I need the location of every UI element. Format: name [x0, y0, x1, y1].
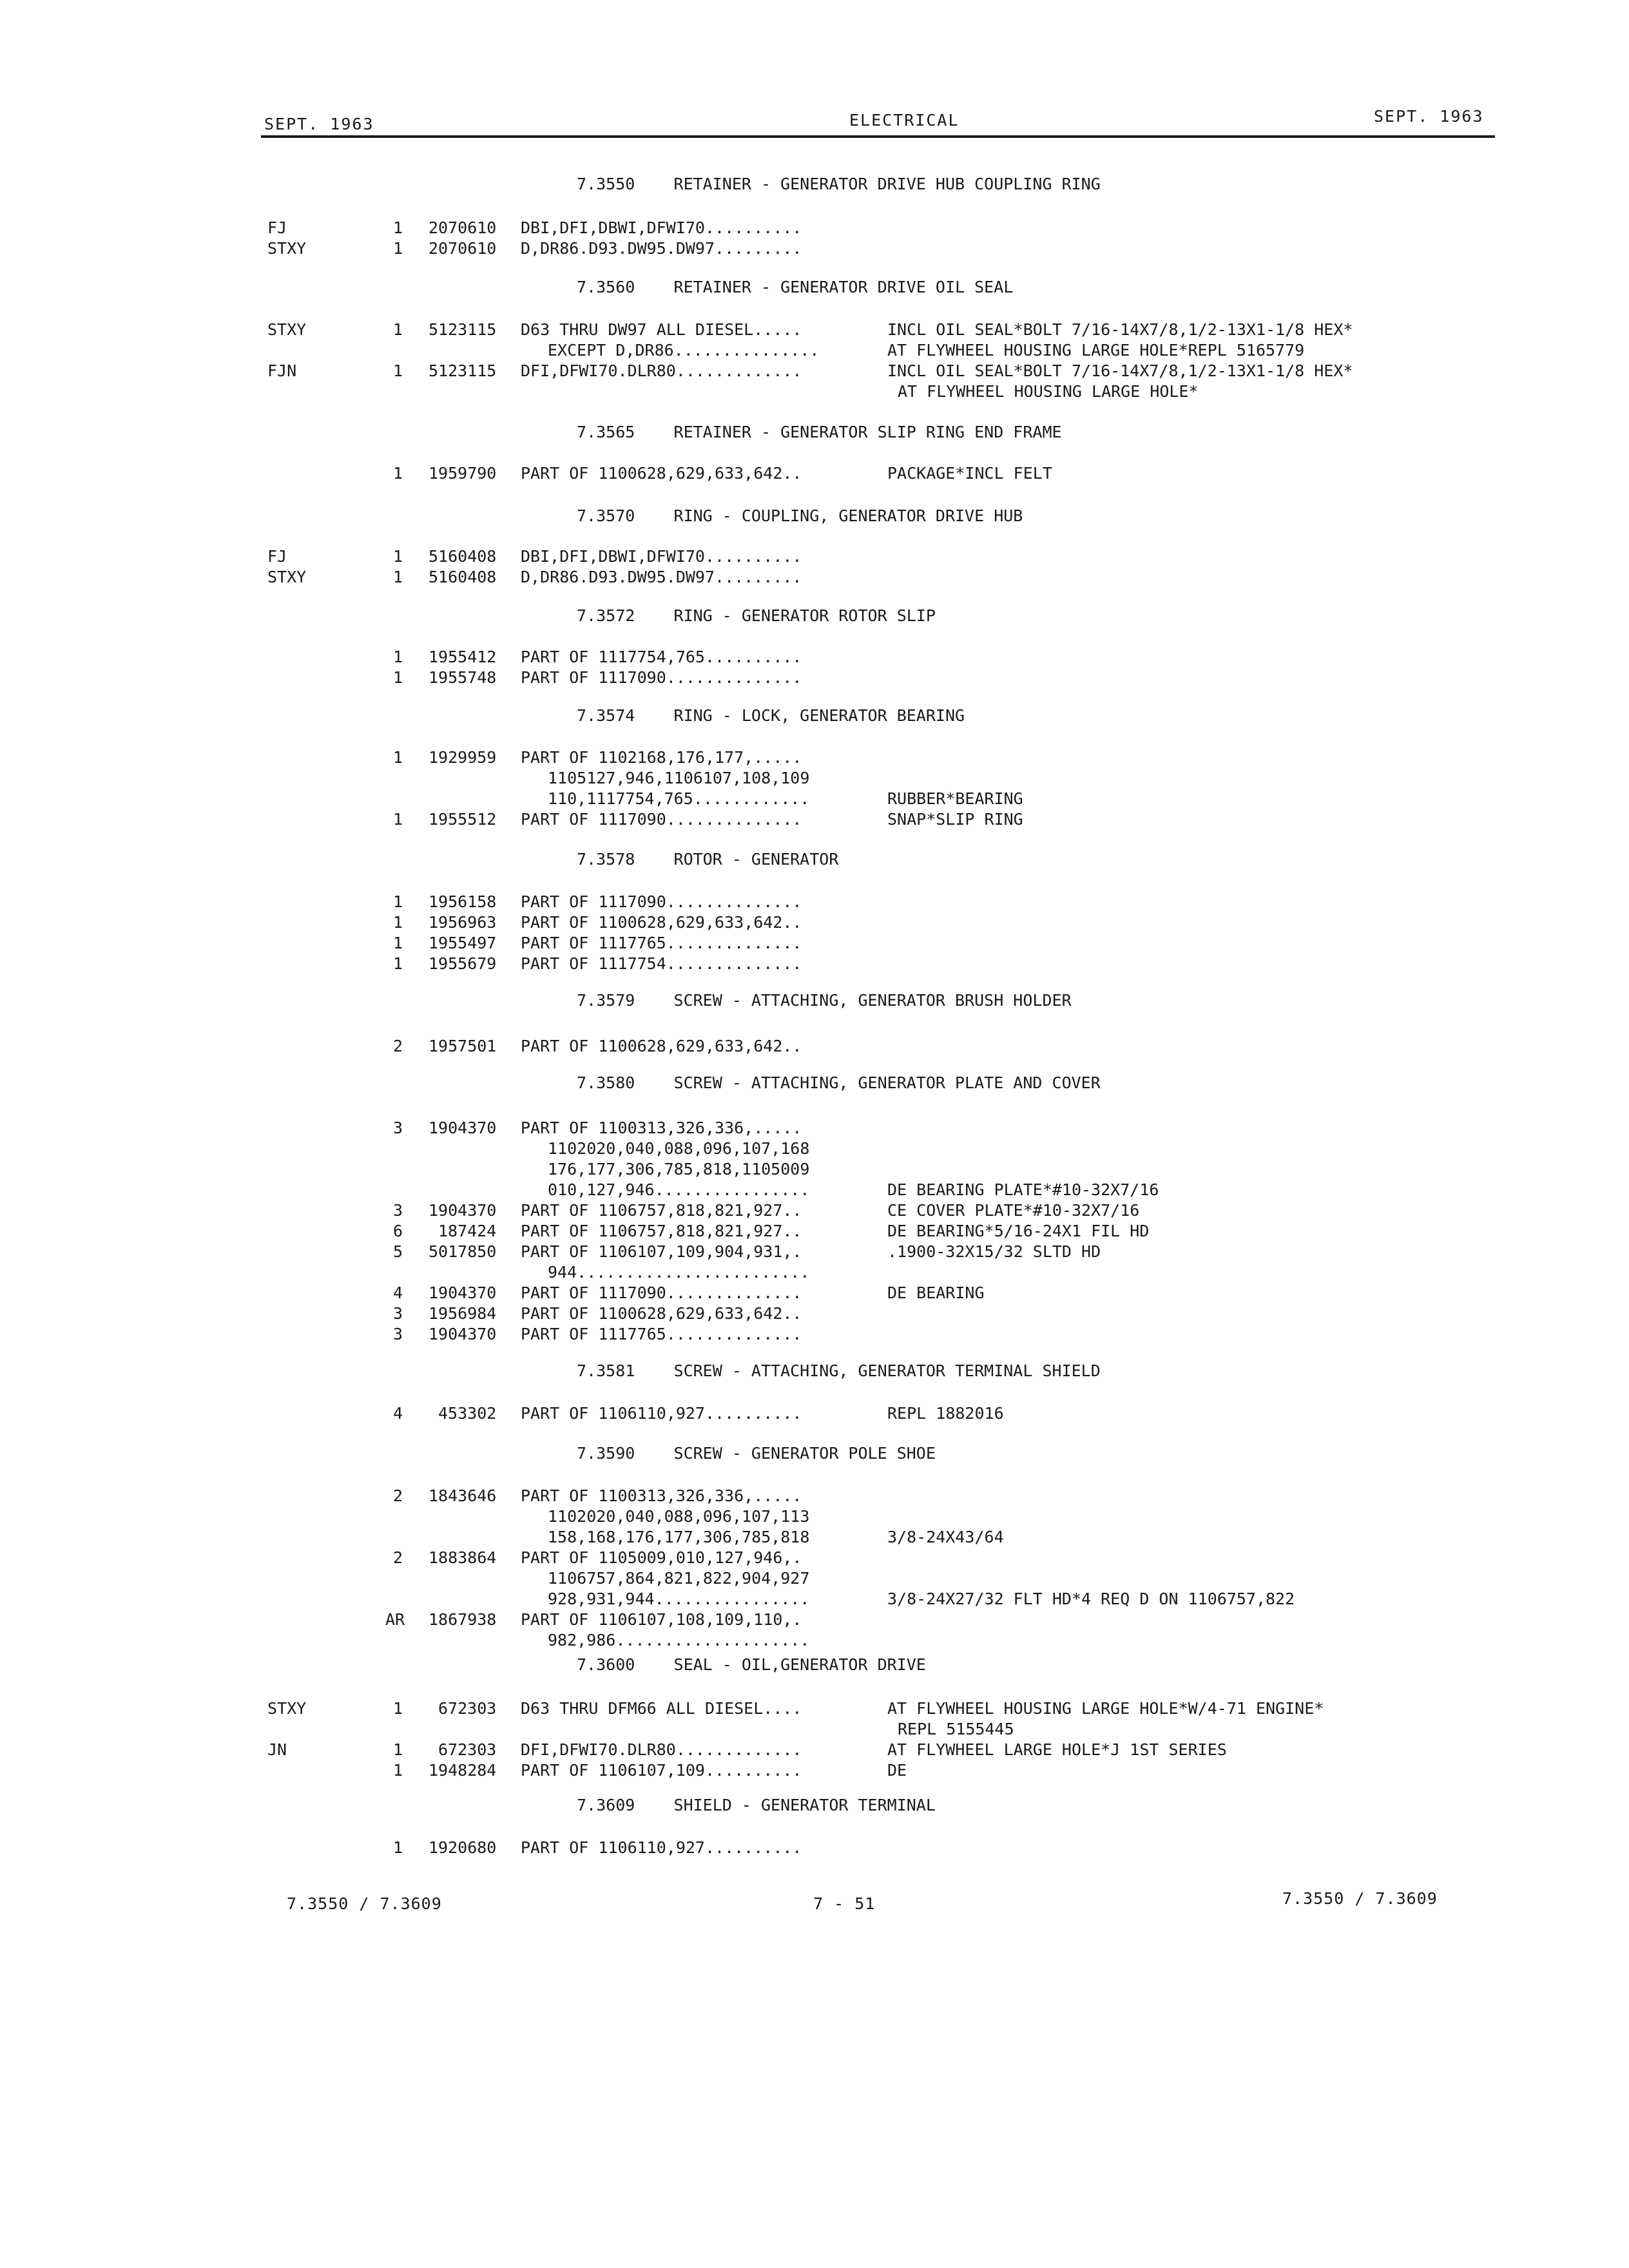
part-line	[0, 809, 1629, 830]
footer-page-number: 7 - 51	[813, 1894, 876, 1913]
section-heading	[0, 277, 1629, 298]
part-line	[0, 463, 1629, 484]
part-line	[0, 1589, 1629, 1610]
section-heading	[0, 849, 1629, 870]
line-description: PART OF 1106757,818,821,927..	[521, 1201, 802, 1220]
section-heading	[0, 1073, 1629, 1093]
line-part-number: 1956963	[429, 913, 497, 932]
part-line	[0, 933, 1629, 954]
line-description: DFI,DFWI70.DLR80.............	[521, 1740, 802, 1759]
line-description: PART OF 1106110,927..........	[521, 1838, 802, 1857]
line-note-continuation: AT FLYWHEEL HOUSING LARGE HOLE*	[898, 382, 1199, 401]
line-quantity: 1	[393, 934, 403, 952]
section-title: 7.3578 ROTOR - GENERATOR	[577, 850, 839, 869]
line-code: FJ	[267, 547, 287, 566]
line-code: STXY	[267, 320, 307, 339]
part-line	[0, 1838, 1629, 1858]
line-note: DE	[887, 1761, 907, 1780]
section-title: 7.3590 SCREW - GENERATOR POLE SHOE	[577, 1444, 936, 1463]
part-line	[0, 1221, 1629, 1242]
line-description: PART OF 1117765..............	[521, 934, 802, 952]
line-part-number: 1920680	[429, 1838, 497, 1857]
line-description: PART OF 1100313,326,336,.....	[521, 1486, 802, 1505]
line-quantity: 5	[393, 1242, 403, 1261]
line-note: PACKAGE*INCL FELT	[887, 464, 1052, 483]
part-line	[0, 1610, 1629, 1630]
header-date-left: SEPT. 1963	[264, 115, 374, 133]
line-note: 3/8-24X43/64	[887, 1528, 1004, 1546]
line-continuation: 1102020,040,088,096,107,168	[548, 1139, 810, 1158]
line-part-number: 1956984	[429, 1304, 497, 1323]
line-quantity: 1	[393, 954, 403, 973]
line-continuation: EXCEPT D,DR86...............	[548, 341, 820, 360]
line-quantity: 1	[393, 1838, 403, 1857]
part-line	[0, 1262, 1629, 1283]
line-part-number: 1959790	[429, 464, 497, 483]
line-continuation: 1105127,946,1106107,108,109	[548, 769, 810, 787]
part-line	[0, 1630, 1629, 1651]
line-description: PART OF 1117754,765..........	[521, 648, 802, 666]
line-continuation: 010,127,946................	[548, 1180, 810, 1199]
line-part-number: 5160408	[429, 547, 497, 566]
line-description: PART OF 1102168,176,177,.....	[521, 748, 802, 767]
line-code: FJ	[267, 218, 287, 237]
section-heading	[0, 1443, 1629, 1464]
line-part-number: 1955497	[429, 934, 497, 952]
part-line	[0, 1698, 1629, 1719]
section-heading	[0, 990, 1629, 1011]
line-description: D,DR86.D93.DW95.DW97.........	[521, 568, 802, 586]
part-line	[0, 567, 1629, 588]
line-part-number: 1957501	[429, 1037, 497, 1055]
line-continuation: 176,177,306,785,818,1105009	[548, 1160, 810, 1178]
part-line	[0, 1180, 1629, 1200]
section-heading	[0, 1361, 1629, 1381]
line-quantity: 1	[393, 913, 403, 932]
section-heading	[0, 1795, 1629, 1816]
line-description: DBI,DFI,DBWI,DFWI70..........	[521, 218, 802, 237]
part-line	[0, 1548, 1629, 1568]
line-quantity: 1	[393, 1699, 403, 1718]
line-part-number: 1867938	[429, 1610, 497, 1629]
line-code: STXY	[267, 568, 307, 586]
part-line	[0, 1486, 1629, 1506]
part-line	[0, 320, 1629, 340]
line-description: D63 THRU DFM66 ALL DIESEL....	[521, 1699, 802, 1718]
line-part-number: 672303	[438, 1740, 497, 1759]
line-part-number: 2070610	[429, 239, 497, 258]
line-continuation: 1102020,040,088,096,107,113	[548, 1507, 810, 1526]
line-note: REPL 1882016	[887, 1404, 1004, 1423]
line-description: DBI,DFI,DBWI,DFWI70..........	[521, 547, 802, 566]
line-part-number: 1956158	[429, 892, 497, 911]
part-line	[0, 1036, 1629, 1057]
line-description: PART OF 1100313,326,336,.....	[521, 1119, 802, 1137]
part-line	[0, 1242, 1629, 1262]
part-line	[0, 1719, 1629, 1740]
line-note: INCL OIL SEAL*BOLT 7/16-14X7/8,1/2-13X1-1/8 HEX*	[887, 361, 1353, 380]
section-heading	[0, 606, 1629, 626]
part-line	[0, 1324, 1629, 1345]
line-code: STXY	[267, 1699, 307, 1718]
line-continuation: 982,986....................	[548, 1631, 810, 1649]
section-heading	[0, 706, 1629, 726]
line-quantity: AR	[385, 1610, 405, 1629]
part-line	[0, 546, 1629, 567]
line-quantity: 1	[393, 1740, 403, 1759]
section-heading	[0, 506, 1629, 526]
line-part-number: 1955748	[429, 668, 497, 687]
line-quantity: 1	[393, 568, 403, 586]
line-quantity: 1	[393, 668, 403, 687]
line-quantity: 1	[393, 547, 403, 566]
part-line	[0, 1740, 1629, 1760]
part-line	[0, 668, 1629, 688]
line-note: 3/8-24X27/32 FLT HD*4 REQ D ON 1106757,822	[887, 1590, 1295, 1608]
part-line	[0, 1527, 1629, 1548]
part-line	[0, 1159, 1629, 1180]
line-note-continuation: REPL 5155445	[898, 1720, 1014, 1738]
part-line	[0, 1760, 1629, 1781]
part-line	[0, 1200, 1629, 1221]
line-description: PART OF 1117090..............	[521, 810, 802, 829]
part-line	[0, 1568, 1629, 1589]
section-title: 7.3580 SCREW - ATTACHING, GENERATOR PLATE AND COVER	[577, 1073, 1101, 1092]
section-title: 7.3565 RETAINER - GENERATOR SLIP RING END FRAME	[577, 423, 1062, 441]
line-quantity: 1	[393, 464, 403, 483]
line-note: .1900-32X15/32 SLTD HD	[887, 1242, 1101, 1261]
line-description: PART OF 1117090..............	[521, 1283, 802, 1302]
line-continuation: 110,1117754,765............	[548, 789, 810, 808]
line-quantity: 1	[393, 361, 403, 380]
line-quantity: 1	[393, 320, 403, 339]
line-part-number: 1904370	[429, 1283, 497, 1302]
section-heading	[0, 1655, 1629, 1675]
line-part-number: 2070610	[429, 218, 497, 237]
line-description: PART OF 1117090..............	[521, 892, 802, 911]
line-quantity: 4	[393, 1404, 403, 1423]
section-heading	[0, 422, 1629, 443]
line-part-number: 1883864	[429, 1548, 497, 1567]
line-description: PART OF 1117754..............	[521, 954, 802, 973]
line-note: DE BEARING PLATE*#10-32X7/16	[887, 1180, 1159, 1199]
line-continuation: 158,168,176,177,306,785,818	[548, 1528, 810, 1546]
line-description: PART OF 1117765..............	[521, 1325, 802, 1343]
part-line	[0, 1506, 1629, 1527]
part-line	[0, 340, 1629, 361]
line-quantity: 1	[393, 218, 403, 237]
part-line	[0, 238, 1629, 259]
footer-range-right: 7.3550 / 7.3609	[1282, 1889, 1438, 1908]
part-line	[0, 1283, 1629, 1303]
line-code: FJN	[267, 361, 297, 380]
line-continuation: 1106757,864,821,822,904,927	[548, 1569, 810, 1588]
line-quantity: 1	[393, 748, 403, 767]
line-part-number: 5160408	[429, 568, 497, 586]
line-description: PART OF 1106110,927..........	[521, 1404, 802, 1423]
line-part-number: 1955512	[429, 810, 497, 829]
line-description: DFI,DFWI70.DLR80.............	[521, 361, 802, 380]
line-note: DE BEARING*5/16-24X1 FIL HD	[887, 1222, 1150, 1240]
line-continuation: 928,931,944................	[548, 1590, 810, 1608]
part-line	[0, 1403, 1629, 1424]
line-description: PART OF 1106107,109,904,931,.	[521, 1242, 802, 1261]
footer-range-left: 7.3550 / 7.3609	[287, 1894, 442, 1913]
section-title: 7.3609 SHIELD - GENERATOR TERMINAL	[577, 1796, 936, 1814]
header-date-right: SEPT. 1963	[1374, 107, 1484, 126]
line-quantity: 2	[393, 1548, 403, 1567]
part-line	[0, 768, 1629, 789]
line-description: PART OF 1117090..............	[521, 668, 802, 687]
line-part-number: 5123115	[429, 320, 497, 339]
line-part-number: 187424	[438, 1222, 497, 1240]
line-code: STXY	[267, 239, 307, 258]
line-code: JN	[267, 1740, 287, 1759]
line-note: RUBBER*BEARING	[887, 789, 1023, 808]
part-line	[0, 1303, 1629, 1324]
line-part-number: 5123115	[429, 361, 497, 380]
part-line	[0, 647, 1629, 668]
line-description: PART OF 1100628,629,633,642..	[521, 913, 802, 932]
line-part-number: 1948284	[429, 1761, 497, 1780]
line-quantity: 3	[393, 1119, 403, 1137]
line-note: DE BEARING	[887, 1283, 985, 1302]
part-line	[0, 381, 1629, 402]
section-title: 7.3572 RING - GENERATOR ROTOR SLIP	[577, 606, 936, 625]
line-description: PART OF 1100628,629,633,642..	[521, 1304, 802, 1323]
section-title: 7.3581 SCREW - ATTACHING, GENERATOR TERMINAL SHIELD	[577, 1361, 1101, 1380]
section-title: 7.3560 RETAINER - GENERATOR DRIVE OIL SEAL	[577, 278, 1014, 296]
part-line	[0, 361, 1629, 381]
line-note: AT FLYWHEEL HOUSING LARGE HOLE*W/4-71 ENGINE*	[887, 1699, 1324, 1718]
part-line	[0, 1118, 1629, 1139]
line-quantity: 2	[393, 1037, 403, 1055]
line-quantity: 1	[393, 239, 403, 258]
line-description: D,DR86.D93.DW95.DW97.........	[521, 239, 802, 258]
line-description: PART OF 1100628,629,633,642..	[521, 1037, 802, 1055]
section-title: 7.3600 SEAL - OIL,GENERATOR DRIVE	[577, 1655, 926, 1674]
line-description: PART OF 1106757,818,821,927..	[521, 1222, 802, 1240]
line-quantity: 3	[393, 1201, 403, 1220]
line-part-number: 1955412	[429, 648, 497, 666]
line-quantity: 4	[393, 1283, 403, 1302]
section-title: 7.3579 SCREW - ATTACHING, GENERATOR BRUSH HOLDER	[577, 991, 1072, 1010]
part-line	[0, 892, 1629, 912]
line-part-number: 5017850	[429, 1242, 497, 1261]
line-continuation: 944........................	[548, 1263, 810, 1282]
section-title: 7.3550 RETAINER - GENERATOR DRIVE HUB COUPLING RING	[577, 175, 1101, 193]
line-quantity: 1	[393, 648, 403, 666]
header-section-title: ELECTRICAL	[849, 111, 959, 130]
line-description: PART OF 1105009,010,127,946,.	[521, 1548, 802, 1567]
line-note: SNAP*SLIP RING	[887, 810, 1023, 829]
line-quantity: 1	[393, 892, 403, 911]
line-note: AT FLYWHEEL HOUSING LARGE HOLE*REPL 5165779	[887, 341, 1305, 360]
line-part-number: 1929959	[429, 748, 497, 767]
line-part-number: 1843646	[429, 1486, 497, 1505]
line-note: CE COVER PLATE*#10-32X7/16	[887, 1201, 1140, 1220]
line-description: D63 THRU DW97 ALL DIESEL.....	[521, 320, 802, 339]
line-note: INCL OIL SEAL*BOLT 7/16-14X7/8,1/2-13X1-1/8 HEX*	[887, 320, 1353, 339]
part-line	[0, 912, 1629, 933]
line-part-number: 672303	[438, 1699, 497, 1718]
line-quantity: 1	[393, 810, 403, 829]
part-line	[0, 789, 1629, 809]
line-description: PART OF 1106107,108,109,110,.	[521, 1610, 802, 1629]
line-part-number: 1904370	[429, 1119, 497, 1137]
line-quantity: 2	[393, 1486, 403, 1505]
line-part-number: 1904370	[429, 1325, 497, 1343]
header-rule	[261, 135, 1495, 138]
line-part-number: 1955679	[429, 954, 497, 973]
line-description: PART OF 1106107,109..........	[521, 1761, 802, 1780]
part-line	[0, 1139, 1629, 1159]
part-line	[0, 954, 1629, 974]
line-quantity: 3	[393, 1325, 403, 1343]
part-line	[0, 747, 1629, 768]
section-title: 7.3574 RING - LOCK, GENERATOR BEARING	[577, 706, 965, 725]
line-quantity: 6	[393, 1222, 403, 1240]
line-part-number: 1904370	[429, 1201, 497, 1220]
part-line	[0, 218, 1629, 238]
line-quantity: 1	[393, 1761, 403, 1780]
line-note: AT FLYWHEEL LARGE HOLE*J 1ST SERIES	[887, 1740, 1227, 1759]
line-quantity: 3	[393, 1304, 403, 1323]
section-heading	[0, 174, 1629, 195]
section-title: 7.3570 RING - COUPLING, GENERATOR DRIVE HUB	[577, 506, 1023, 525]
line-part-number: 453302	[438, 1404, 497, 1423]
line-description: PART OF 1100628,629,633,642..	[521, 464, 802, 483]
